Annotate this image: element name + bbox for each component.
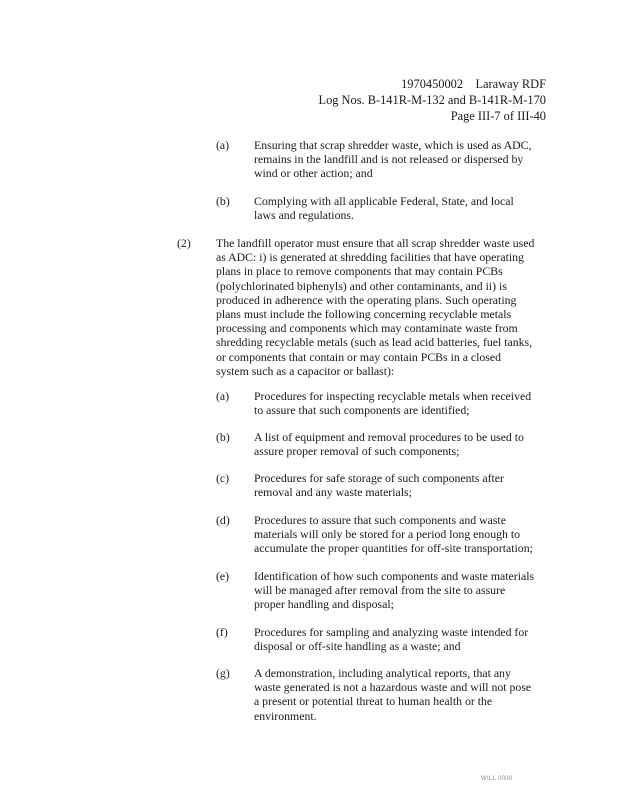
text-line: disposal or off-site handling as a waste; and (254, 639, 461, 654)
item-label: (c) (216, 471, 230, 485)
text-line: shredding recyclable metals (such as lead acid batteries, fuel tanks, (216, 335, 533, 350)
item-text (254, 389, 554, 417)
text-line: produced in adherence with the operating plans. Such operating (216, 292, 517, 307)
sub-item-b (216, 430, 556, 460)
text-line: a present or potential threat to human health or the (254, 694, 493, 709)
text-line: to assure that such components are identified; (254, 403, 470, 418)
sub-item-g (216, 666, 556, 724)
text-line: will be managed after removal from the site to assure (254, 583, 506, 598)
text-line: Identification of how such components and waste materials (254, 569, 535, 583)
item-label: (d) (216, 513, 230, 527)
text-line: Complying with all applicable Federal, State, and local (254, 194, 514, 208)
sub-item-d (216, 513, 556, 557)
text-line: laws and regulations. (254, 208, 354, 223)
text-line: or components that contain or may contain PCBs in a closed (216, 349, 502, 364)
text-line: wind or other action; and (254, 166, 373, 181)
item-label: (a) (216, 138, 230, 152)
item-text (254, 430, 554, 458)
text-line: A list of equipment and removal procedures to be used to (254, 430, 524, 444)
item-text (254, 513, 554, 556)
text-line: system such as a capacitor or ballast): (216, 363, 395, 378)
header-log-line: Log Nos. B-141R-M-132 and B-141R-M-170 (318, 93, 546, 107)
text-line: The landfill operator must ensure that all scrap shredder waste used (216, 236, 535, 250)
item-text (254, 666, 554, 723)
bates-stamp: WILL 0000 (481, 776, 513, 782)
text-line: plans must include the following concerning recyclable metals (216, 307, 512, 322)
text-line: Procedures for safe storage of such components after (254, 471, 504, 485)
item-label: (e) (216, 569, 230, 583)
text-line: remains in the landfill and is not released or dispersed by (254, 152, 524, 167)
item-label: (g) (216, 666, 230, 680)
item-text (254, 194, 554, 222)
sub-item-c (216, 471, 556, 501)
item-a-top (216, 138, 556, 182)
text-line: Ensuring that scrap shredder waste, which is used as ADC, (254, 138, 532, 152)
sub-item-a (216, 389, 556, 419)
text-line: Procedures for sampling and analyzing waste intended for (254, 625, 529, 639)
header-permit-line: 1970450002 Laraway RDF (401, 77, 546, 91)
sub-item-f (216, 625, 556, 655)
text-line: (polychlorinated biphenyls) and other contaminants, and ii) is (216, 278, 507, 293)
text-line: materials will only be stored for a period long enough to (254, 527, 521, 542)
header-page-line: Page III-7 of III-40 (450, 109, 546, 123)
text-line: assure proper removal of such components; (254, 444, 460, 459)
item-label: (a) (216, 389, 230, 403)
text-line: processing and components which may contaminate waste from (216, 321, 518, 336)
text-line: as ADC: i) is generated at shredding facilities that have operating (216, 250, 524, 265)
page-header (319, 76, 547, 124)
paragraph-text (216, 236, 556, 378)
item-b-top (216, 194, 556, 224)
item-text (254, 471, 554, 499)
item-2-paragraph (177, 236, 557, 380)
text-line: waste generated is not a hazardous waste and will not pose (254, 680, 532, 695)
text-line: proper handling and disposal; (254, 597, 394, 612)
text-line: plans in place to remove components that may contain PCBs (216, 264, 503, 279)
item-label: (b) (216, 430, 230, 444)
sub-item-e (216, 569, 556, 613)
item-text (254, 138, 554, 181)
item-text (254, 569, 554, 612)
text-line: Procedures to assure that such components and waste (254, 513, 506, 527)
item-label: (f) (216, 625, 228, 639)
text-line: environment. (254, 708, 317, 723)
item-label: (b) (216, 194, 230, 208)
text-line: A demonstration, including analytical reports, that any (254, 666, 511, 680)
item-text (254, 625, 554, 653)
text-line: removal and any waste materials; (254, 485, 412, 500)
item-label: (2) (177, 236, 191, 250)
text-line: Procedures for inspecting recyclable metals when received (254, 389, 532, 403)
text-line: accumulate the proper quantities for off-site transportation; (254, 541, 533, 556)
